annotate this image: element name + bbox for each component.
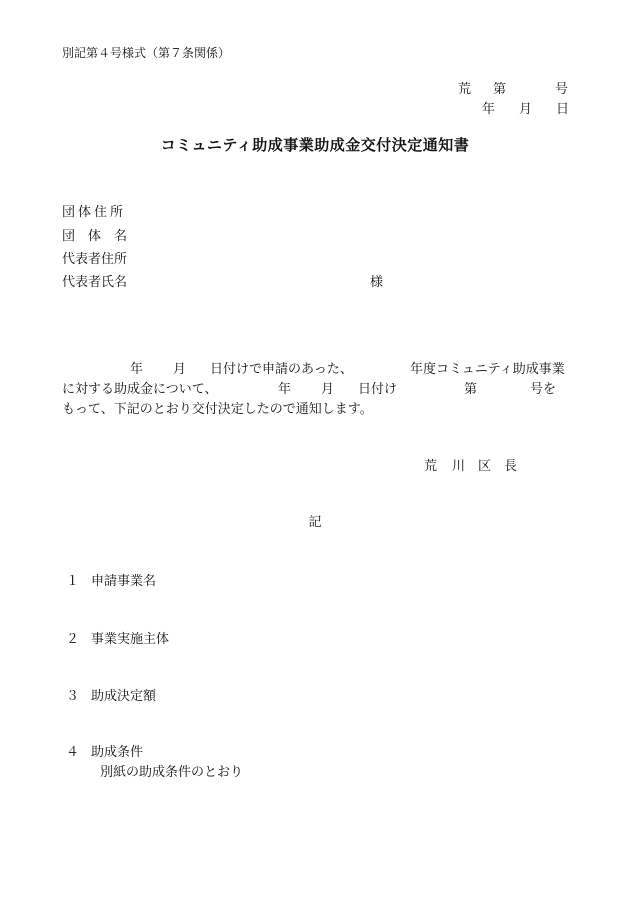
rep-name-label: 代表者氏名 [62,275,128,290]
item-4-label: 助成条件 [91,745,144,760]
issuer-char-3: 区 [478,459,492,474]
body-l2-year: 年 [278,382,292,397]
form-label: 別記第４号様式（第７条関係） [62,46,231,60]
honorific-sama: 様 [370,275,384,290]
issuer-char-2: 川 [452,459,466,474]
ki-heading: 記 [308,515,322,530]
doc-number-go: 号 [555,82,569,97]
body-l2-start: に対する助成金について、 [62,382,218,397]
item-1-label: 申請事業名 [91,574,157,589]
item-3-number: ３ [66,689,80,704]
body-l2-date: 日付け [358,382,398,397]
body-l1-month: 月 [173,362,187,377]
group-address-label: 団体住所 [62,205,127,220]
body-l2-month: 月 [321,382,335,397]
item-4-number: ４ [66,745,80,760]
group-name-label: 団 体 名 [62,229,128,244]
doc-date-year: 年 [482,102,496,117]
doc-date-day: 日 [556,102,570,117]
issuer-char-4: 長 [504,459,518,474]
body-l1-text: 日付けで申請のあった、 [210,362,353,377]
doc-date-month: 月 [519,102,533,117]
doc-number-dai: 第 [493,82,507,97]
item-1-number: １ [66,574,80,589]
item-4-detail: 別紙の助成条件のとおり [100,765,244,780]
document-title: コミュニティ助成事業助成金交付決定通知書 [160,136,470,154]
body-l3: もって、下記のとおり交付決定したので通知します。 [62,402,373,417]
item-3-label: 助成決定額 [91,689,157,704]
body-l2-end: 号を [530,382,557,397]
body-l1-end: 年度コミュニティ助成事業 [410,362,565,377]
body-l2-dai: 第 [464,382,478,397]
item-2-label: 事業実施主体 [91,632,170,647]
doc-number-prefix: 荒 [458,82,472,97]
body-l1-year: 年 [130,362,144,377]
issuer-char-1: 荒 [424,459,438,474]
item-2-number: ２ [66,632,80,647]
rep-address-label: 代表者住所 [62,252,128,267]
